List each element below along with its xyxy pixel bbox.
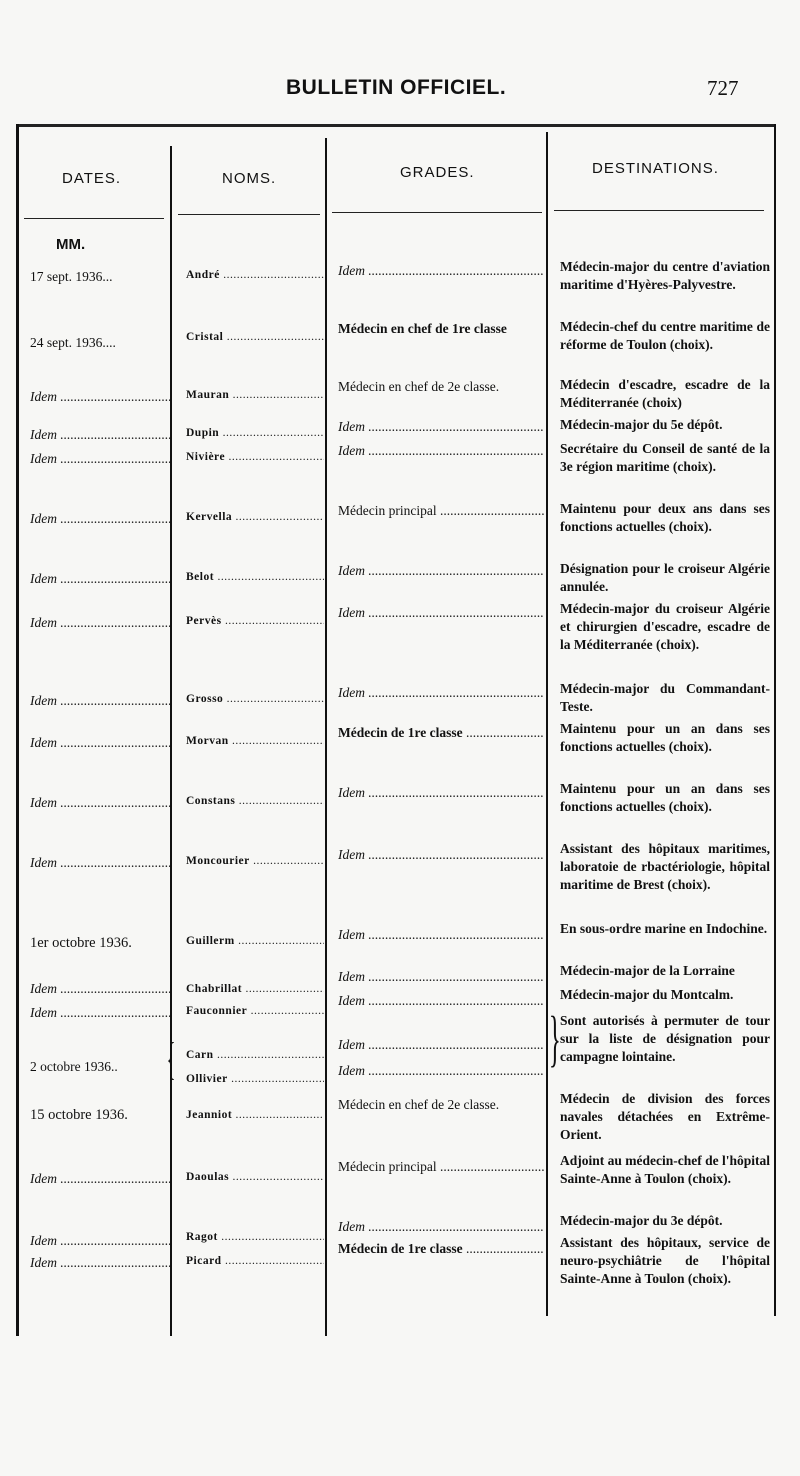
name-cell: Pervès ..... <box>186 612 324 630</box>
date-cell: Idem ..... <box>30 510 170 528</box>
destination-cell: Adjoint au médecin-chef de l'hôpital Sainte-Anne à Toulon (choix). <box>560 1153 771 1186</box>
page-title: BULLETIN OFFICIEL. <box>286 76 507 99</box>
date-cell: Idem ..... <box>30 1004 170 1022</box>
left-brace: { <box>166 1033 176 1084</box>
grade-cell: Idem ..... <box>338 992 544 1010</box>
date-cell: Idem ..... <box>30 614 170 632</box>
destination-cell: Médecin de division des forces navales détachées en Extrême-Orient. <box>560 1091 770 1142</box>
date-cell: Idem ..... <box>30 980 170 998</box>
header-underline <box>24 218 164 219</box>
grade-cell: Médecin en chef de 2e classe. <box>338 379 500 394</box>
destination-cell: Désignation pour le croiseur Algérie annulée. <box>560 561 770 594</box>
name-cell: Kervella ..... <box>186 508 324 526</box>
grade-cell: Médecin en chef de 1re classe <box>338 321 507 336</box>
date-cell: Idem ..... <box>30 388 170 406</box>
date-cell: Idem ..... <box>30 734 170 752</box>
name-cell: Nivière ..... <box>186 448 324 466</box>
date-cell: Idem ..... <box>30 1254 170 1272</box>
grade-cell: Idem ..... <box>338 684 544 702</box>
column-header-noms: NOMS. <box>222 170 277 187</box>
grade-cell: Médecin en chef de 2e classe. <box>338 1097 500 1112</box>
name-cell: Daoulas ..... <box>186 1168 324 1186</box>
column-header-destinations: DESTINATIONS. <box>592 160 719 177</box>
page-number: 727 <box>707 76 739 100</box>
header-underline <box>178 214 320 215</box>
date-cell: 24 sept. 1936.... <box>30 335 116 350</box>
name-cell: Constans ..... <box>186 792 324 810</box>
name-cell: Cristal ..... <box>186 328 324 346</box>
column-divider <box>170 146 172 1336</box>
date-cell: 17 sept. 1936... <box>30 269 113 284</box>
destination-cell: Assistant des hôpitaux maritimes, laboratoie de rbactériologie, hôpital maritime de Brest (choix). <box>560 841 770 892</box>
table-left-border <box>16 124 19 1336</box>
date-cell: 2 octobre 1936.. <box>30 1059 118 1074</box>
date-cell: Idem ..... <box>30 854 170 872</box>
grade-cell: Idem ..... <box>338 562 544 580</box>
name-cell: Guillerm ..... <box>186 932 324 950</box>
name-cell: Carn ..... <box>186 1046 324 1064</box>
destination-cell: Assistant des hôpitaux, service de neuro-psychiâtrie de l'hôpital Sainte-Anne à Toulon (choix). <box>560 1235 770 1286</box>
destination-cell: Sont autorisés à permuter de tour sur la liste de désignation pour campagne lointaine. <box>560 1013 770 1064</box>
grade-cell: Médecin principal ..... <box>338 502 544 520</box>
name-cell: Picard ..... <box>186 1252 324 1270</box>
grade-cell: Idem ..... <box>338 262 544 280</box>
destination-cell: Médecin-major de la Lorraine <box>560 963 735 978</box>
date-cell: Idem ..... <box>30 1170 170 1188</box>
name-cell: Grosso ..... <box>186 690 324 708</box>
right-brace: } <box>548 1005 561 1073</box>
destination-cell: Maintenu pour un an dans ses fonctions actuelles (choix). <box>560 781 770 814</box>
destination-cell: Médecin-major du Montcalm. <box>560 987 734 1002</box>
name-cell: Mauran ..... <box>186 386 324 404</box>
name-cell: Belot ..... <box>186 568 324 586</box>
destination-cell: Médecin-major du 5e dépôt. <box>560 417 723 432</box>
name-cell: Moncourier ..... <box>186 852 324 870</box>
date-cell: Idem ..... <box>30 426 170 444</box>
name-cell: Fauconnier ..... <box>186 1002 324 1020</box>
destination-cell: Médecin-major du 3e dépôt. <box>560 1213 723 1228</box>
header-underline <box>332 212 542 213</box>
destination-cell: Médecin-major du centre d'aviation maritime d'Hyères-Palyvestre. <box>560 259 770 292</box>
destination-cell: Médecin-major du croiseur Algérie et chirurgien d'escadre, escadre de la Méditerranée (choix). <box>560 601 770 652</box>
date-cell: Idem ..... <box>30 570 170 588</box>
date-cell: Idem ..... <box>30 450 170 468</box>
date-cell: 1er octobre 1936. <box>30 935 132 951</box>
destination-cell: Médecin-chef du centre maritime de réforme de Toulon (choix). <box>560 319 770 352</box>
name-cell: Chabrillat ..... <box>186 980 324 998</box>
name-cell: Morvan ..... <box>186 732 324 750</box>
destination-cell: Maintenu pour deux ans dans ses fonctions actuelles (choix). <box>560 501 770 534</box>
destination-cell: En sous-ordre marine en Indochine. <box>560 921 768 936</box>
date-cell: Idem ..... <box>30 794 170 812</box>
table-top-rule <box>16 124 776 127</box>
grade-cell: Idem ..... <box>338 968 544 986</box>
grade-cell: Médecin de 1re classe ..... <box>338 1240 544 1258</box>
destination-cell: Secrétaire du Conseil de santé de la 3e région maritime (choix). <box>560 441 770 474</box>
name-cell: Ollivier ..... <box>186 1070 324 1088</box>
column-header-grades: GRADES. <box>400 164 475 181</box>
destination-cell: Médecin d'escadre, escadre de la Méditerranée (choix) <box>560 377 770 410</box>
date-cell: Idem ..... <box>30 692 170 710</box>
prefix-mm: MM. <box>56 236 86 253</box>
date-cell: Idem ..... <box>30 1232 170 1250</box>
grade-cell: Idem ..... <box>338 1218 544 1236</box>
name-cell: Dupin ..... <box>186 424 324 442</box>
grade-cell: Idem ..... <box>338 784 544 802</box>
grade-cell: Idem ..... <box>338 926 544 944</box>
grade-cell: Médecin de 1re classe ..... <box>338 724 544 742</box>
header-underline <box>554 210 764 211</box>
destination-cell: Maintenu pour un an dans ses fonctions actuelles (choix). <box>560 721 770 754</box>
grade-cell: Idem ..... <box>338 442 544 460</box>
name-cell: Jeanniot ..... <box>186 1106 324 1124</box>
column-divider <box>546 132 548 1316</box>
column-header-dates: DATES. <box>62 170 122 187</box>
grade-cell: Idem ..... <box>338 1062 544 1080</box>
destination-cell: Médecin-major du Commandant-Teste. <box>560 681 770 714</box>
name-cell: Ragot ..... <box>186 1228 324 1246</box>
grade-cell: Idem ..... <box>338 604 544 622</box>
grade-cell: Idem ..... <box>338 418 544 436</box>
table-right-border <box>774 124 776 1316</box>
grade-cell: Idem ..... <box>338 846 544 864</box>
column-divider <box>325 138 327 1336</box>
grade-cell: Idem ..... <box>338 1036 544 1054</box>
grade-cell: Médecin principal ..... <box>338 1158 544 1176</box>
name-cell: André ..... <box>186 266 324 284</box>
date-cell: 15 octobre 1936. <box>30 1107 128 1123</box>
